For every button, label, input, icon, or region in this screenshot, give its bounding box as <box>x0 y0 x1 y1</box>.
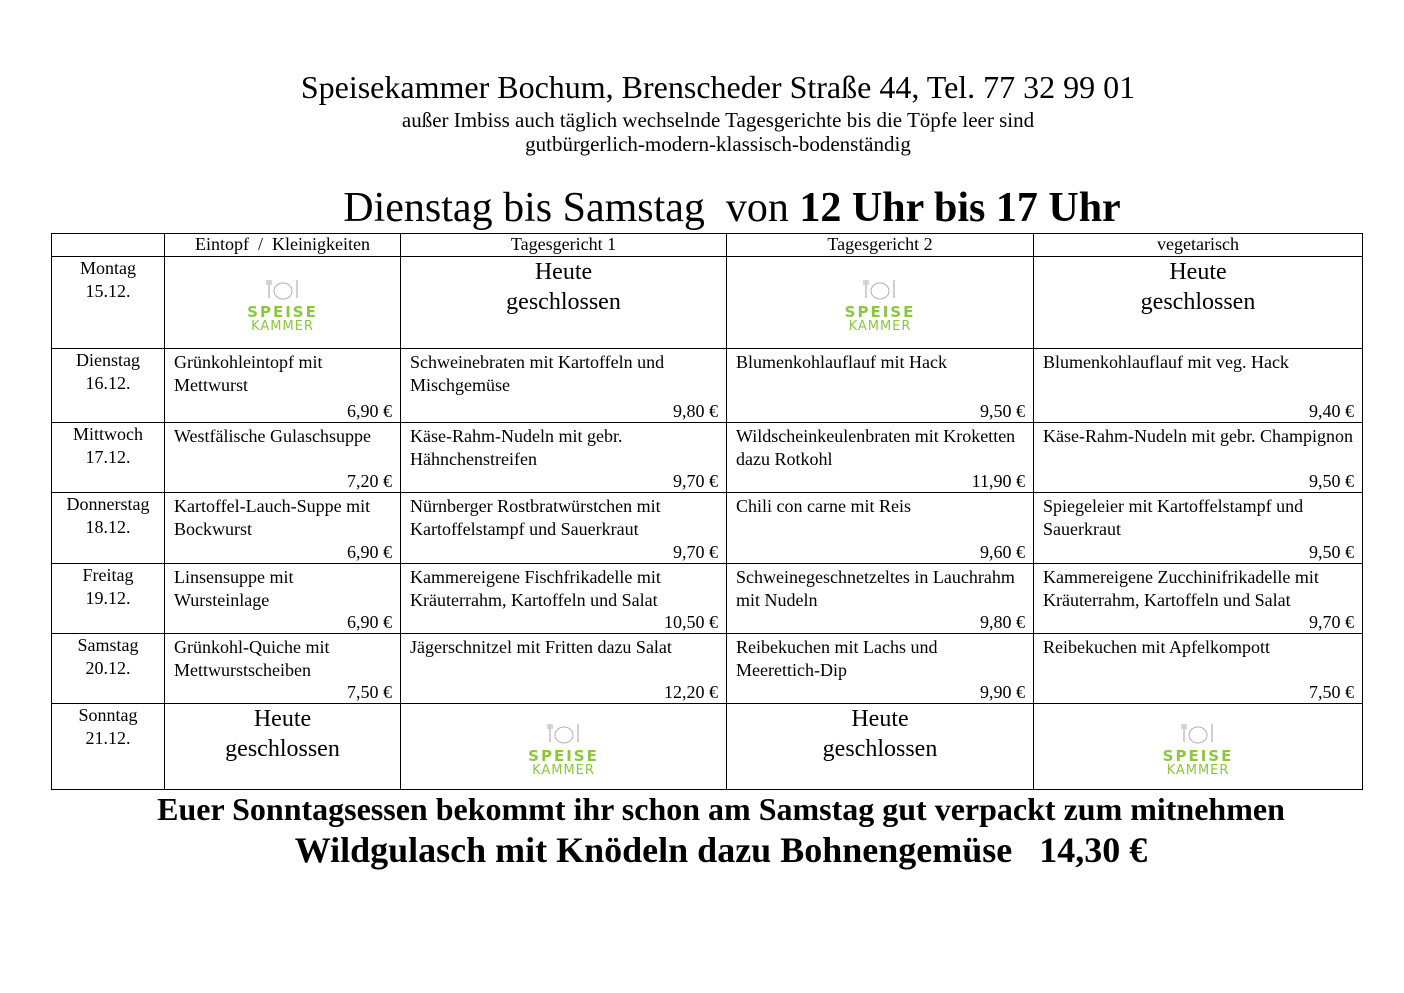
logo-word-1: SPEISE <box>247 303 318 321</box>
dish-price: 7,50 € <box>1309 682 1354 702</box>
logo-word-1: SPEISE <box>1162 747 1234 765</box>
dish-price: 7,50 € <box>347 682 392 702</box>
dish-name: Westfälische Gulaschsuppe <box>174 426 371 446</box>
dish-name: Jägerschnitzel mit Fritten dazu Salat <box>410 637 672 657</box>
dish-price: 9,50 € <box>980 401 1025 421</box>
speisekammer-logo <box>727 257 1033 348</box>
dish-name: Chili con carne mit Reis <box>736 496 911 516</box>
dish-name: Käse-Rahm-Nudeln mit gebr. Champignon <box>1043 426 1353 446</box>
logo-word-1: SPEISE <box>528 747 599 765</box>
speisekammer-logo <box>401 704 726 789</box>
dish-name: Grünkohleintopf mit Mettwurst <box>174 352 323 395</box>
dish-price: 9,80 € <box>980 612 1025 632</box>
closed-line-1: Heute <box>253 706 312 732</box>
table-row <box>52 564 1363 634</box>
speisekammer-logo <box>165 257 400 348</box>
dish-cell <box>401 423 727 493</box>
closed-cell <box>727 704 1034 790</box>
dish-cell <box>1034 423 1363 493</box>
logo-word-2: KAMMER <box>532 763 595 778</box>
logo-word-1: SPEISE <box>844 303 916 321</box>
opening-hours <box>0 184 1404 232</box>
day-name: Samstag <box>77 635 139 655</box>
day-cell <box>52 704 165 790</box>
day-name: Sonntag <box>78 705 138 725</box>
closed-line-2: geschlossen <box>225 736 340 762</box>
day-date: 19.12. <box>85 588 131 608</box>
subtitle-line: außer Imbiss auch täglich wechselnde Tagesgerichte bis die Töpfe leer sind <box>401 108 1035 132</box>
logo-word-2: KAMMER <box>1166 763 1230 778</box>
dish-price: 12,20 € <box>664 682 718 702</box>
day-name: Mittwoch <box>73 424 143 444</box>
dish-price: 9,70 € <box>673 542 718 562</box>
dish-cell <box>401 564 727 634</box>
style-tagline: gutbürgerlich-modern-klassisch-bodenständig <box>525 132 911 156</box>
logo-word-2: KAMMER <box>251 319 314 334</box>
dish-cell <box>1034 634 1363 704</box>
dish-price: 9,80 € <box>673 401 718 421</box>
day-cell <box>52 634 165 704</box>
sunday-note: Euer Sonntagsessen bekommt ihr schon am Samstag gut verpackt zum mitnehmen <box>157 791 1285 827</box>
closed-line-2: geschlossen <box>1140 289 1256 315</box>
dish-cell <box>727 423 1034 493</box>
day-cell <box>52 349 165 423</box>
dish-cell <box>165 493 401 564</box>
dish-price: 9,40 € <box>1309 401 1354 421</box>
dish-price: 7,20 € <box>347 471 392 491</box>
dish-price: 9,50 € <box>1309 542 1354 562</box>
closed-cell <box>165 704 401 790</box>
table-row <box>52 423 1363 493</box>
dish-price: 10,50 € <box>664 612 718 632</box>
dish-name: Reibekuchen mit Lachs und Meerettich-Dip <box>736 637 938 680</box>
day-date: 20.12. <box>85 658 131 678</box>
menu-body <box>52 257 1363 790</box>
closed-line-1: Heute <box>534 259 593 285</box>
dish-price: 9,70 € <box>673 471 718 491</box>
plate-cutlery-icon <box>263 278 303 305</box>
day-date: 17.12. <box>85 447 131 467</box>
dish-name: Grünkohl-Quiche mit Mettwurstscheiben <box>174 637 330 680</box>
dish-price: 9,60 € <box>980 542 1025 562</box>
closed-cell <box>401 257 727 349</box>
dish-cell <box>401 493 727 564</box>
day-name: Freitag <box>82 565 134 585</box>
day-cell <box>52 257 165 349</box>
day-name: Dienstag <box>76 350 140 370</box>
column-header: Tagesgericht 2 <box>727 234 1034 257</box>
plate-cutlery-icon <box>1178 722 1218 749</box>
dish-cell <box>165 423 401 493</box>
dish-name: Kammereigene Zucchinifrikadelle mit Kräuterrahm, Kartoffeln und Salat <box>1043 567 1319 610</box>
logo-cell <box>727 257 1034 349</box>
table-row <box>52 634 1363 704</box>
logo-cell <box>165 257 401 349</box>
column-header: Tagesgericht 1 <box>401 234 727 257</box>
dish-name: Spiegeleier mit Kartoffelstampf und Sauerkraut <box>1043 496 1304 539</box>
day-cell <box>52 423 165 493</box>
dish-price: 9,50 € <box>1309 471 1354 491</box>
dish-price: 6,90 € <box>347 401 392 421</box>
dish-cell <box>727 349 1034 423</box>
dish-cell <box>1034 349 1363 423</box>
day-date: 16.12. <box>85 373 131 393</box>
dish-price: 6,90 € <box>347 612 392 632</box>
dish-name: Schweinebraten mit Kartoffeln und Mischgemüse <box>410 352 665 395</box>
column-header: vegetarisch <box>1034 234 1363 257</box>
logo-cell <box>1034 704 1363 790</box>
day-date: 18.12. <box>85 517 131 537</box>
dish-cell <box>727 634 1034 704</box>
plate-cutlery-icon <box>860 278 900 305</box>
dish-name: Kartoffel-Lauch-Suppe mit Bockwurst <box>174 496 371 539</box>
corner-cell <box>52 234 165 257</box>
dish-name: Nürnberger Rostbratwürstchen mit Kartoffelstampf und Sauerkraut <box>410 496 661 539</box>
day-cell <box>52 493 165 564</box>
closed-line-1: Heute <box>1169 259 1227 285</box>
plate-cutlery-icon <box>544 722 584 749</box>
opening-days: Dienstag bis Samstag von <box>343 185 800 231</box>
dish-price: 6,90 € <box>347 542 392 562</box>
dish-cell <box>165 634 401 704</box>
dish-cell <box>165 564 401 634</box>
dish-cell <box>401 634 727 704</box>
logo-word-2: KAMMER <box>848 319 912 334</box>
closed-line-1: Heute <box>851 706 909 732</box>
dish-cell <box>727 564 1034 634</box>
dish-name: Blumenkohlauflauf mit Hack <box>736 352 947 372</box>
dish-name: Kammereigene Fischfrikadelle mit Kräuterrahm, Kartoffeln und Salat <box>410 567 661 610</box>
closed-line-2: geschlossen <box>822 736 938 762</box>
table-header-row <box>52 234 1363 257</box>
dish-name: Käse-Rahm-Nudeln mit gebr. Hähnchenstreifen <box>410 426 623 469</box>
dish-price: 9,90 € <box>980 682 1025 702</box>
dish-name: Linsensuppe mit Wursteinlage <box>174 567 294 610</box>
dish-price: 11,90 € <box>971 471 1025 491</box>
speisekammer-logo <box>1034 704 1362 789</box>
dish-cell <box>401 349 727 423</box>
day-name: Donnerstag <box>66 494 150 514</box>
table-row <box>52 493 1363 564</box>
day-cell <box>52 564 165 634</box>
table-row <box>52 257 1363 349</box>
sunday-special: Wildgulasch mit Knödeln dazu Bohnengemüse 14,30 € <box>294 830 1148 870</box>
logo-cell <box>401 704 727 790</box>
day-name: Montag <box>80 258 136 278</box>
table-row <box>52 349 1363 423</box>
day-date: 21.12. <box>85 728 131 748</box>
dish-cell <box>1034 564 1363 634</box>
dish-name: Schweinegeschnetzeltes in Lauchrahm mit Nudeln <box>736 567 1015 610</box>
dish-price: 9,70 € <box>1309 612 1354 632</box>
dish-name: Blumenkohlauflauf mit veg. Hack <box>1043 352 1289 372</box>
dish-cell <box>165 349 401 423</box>
dish-cell <box>727 493 1034 564</box>
closed-cell <box>1034 257 1363 349</box>
column-header: Eintopf / Kleinigkeiten <box>165 234 401 257</box>
dish-name: Wildscheinkeulenbraten mit Kroketten dazu Rotkohl <box>736 426 1016 469</box>
restaurant-address: Speisekammer Bochum, Brenscheder Straße 44, Tel. 77 32 99 01 <box>300 69 1136 105</box>
closed-line-2: geschlossen <box>506 289 621 315</box>
weekly-menu-table <box>51 233 1363 790</box>
day-date: 15.12. <box>85 281 131 301</box>
dish-cell <box>1034 493 1363 564</box>
opening-time: 12 Uhr bis 17 Uhr <box>799 185 1121 231</box>
dish-name: Reibekuchen mit Apfelkompott <box>1043 637 1270 657</box>
table-row <box>52 704 1363 790</box>
